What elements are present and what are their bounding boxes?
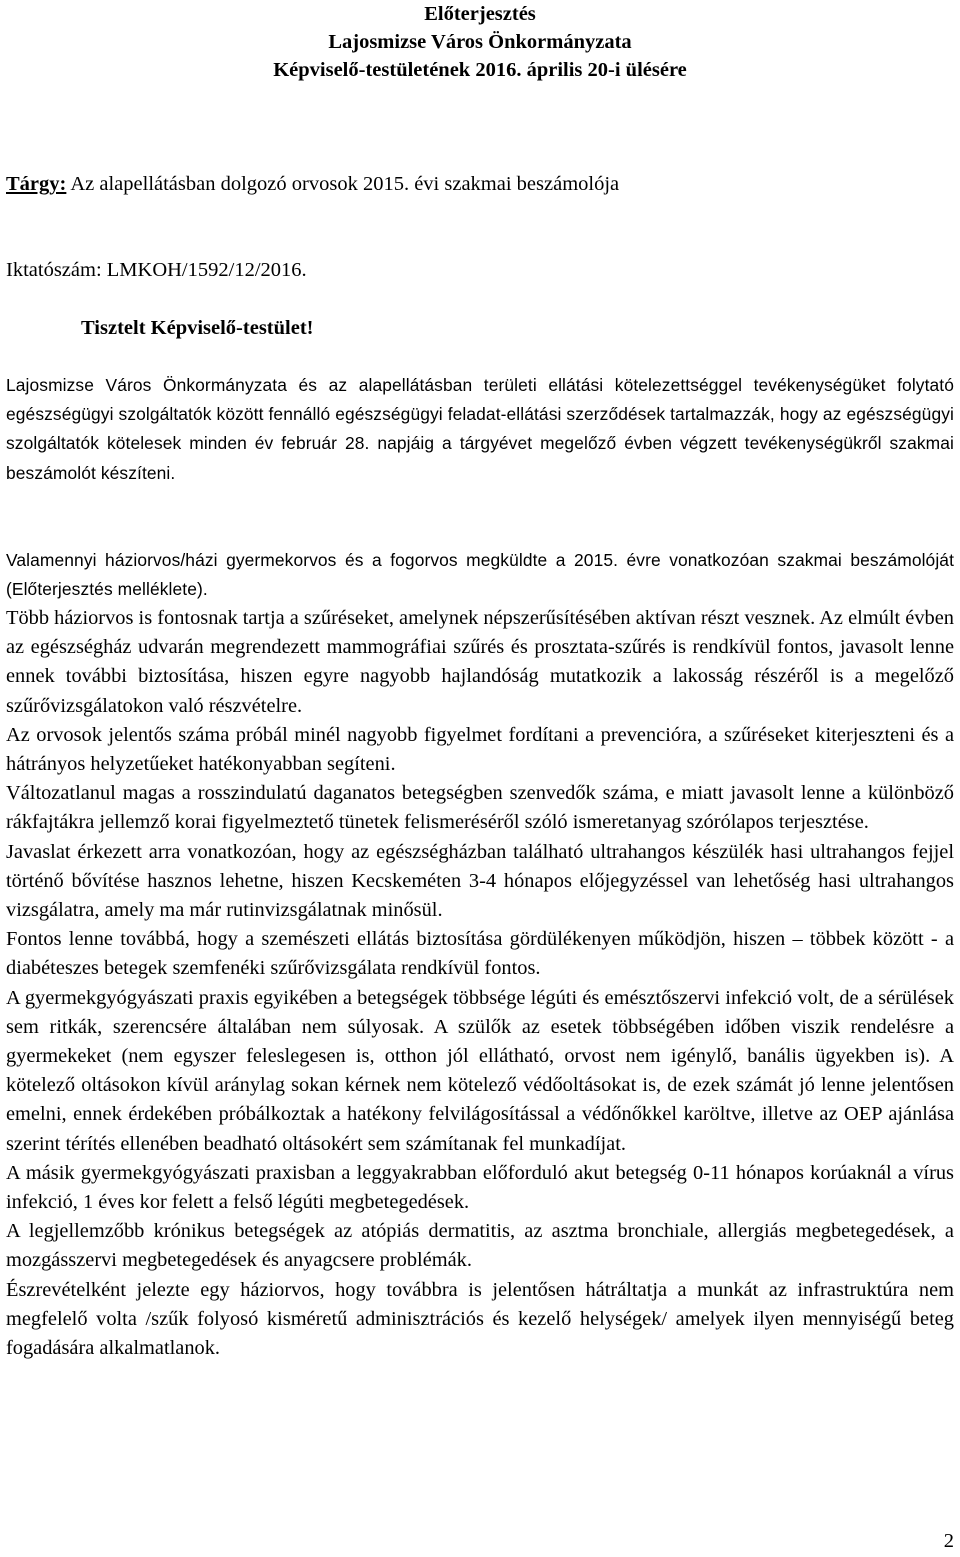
paragraph-pediatric-2: A másik gyermekgyógyászati praxisban a leggyakrabban előforduló akut betegség 0-11 hónapos korúaknál a vírus infekció, 1 éves kor felett a felső légúti megbetegedések.: [6, 1161, 954, 1214]
paragraph-intro: Lajosmizse Város Önkormányzata és az alapellátásban területi ellátási kötelezettséggel tevékenységüket folytató egészségügyi szolgáltatók között fennálló egészségügyi feladat-ellátási szerződések tartalmazzák, hogy az egészségügyi szolgáltatók kötelesek minden év február 28. napjáig a tárgyévet megelőző évben végzett tevékenységükről szakmai beszámolót készíteni.: [6, 375, 954, 483]
paragraph-cancer: Változatlanul magas a rosszindulatú daganatos betegségben szenvedők száma, e miatt javasolt lenne a különböző rákfajtákra jellemző korai figyelmeztető tünetek felismeréséről szóló ismeretanyag szórólapos terjesztése.: [6, 782, 954, 834]
body-text: [6, 604, 954, 1363]
header-title: Előterjesztés: [424, 3, 536, 25]
salutation: Tisztelt Képviselő-testület!: [81, 317, 314, 339]
header-meeting: Képviselő-testületének 2016. április 20-i ülésére: [273, 59, 687, 81]
file-number: Iktatószám: LMKOH/1592/12/2016.: [6, 259, 307, 281]
page-number: 2: [943, 1530, 954, 1552]
paragraph-eye-care: Fontos lenne továbbá, hogy a szemészeti ellátás biztosítása gördülékenyen működjön, hiszen – többek között - a diabéteszes betegek szemfenéki szűrővizsgálata rendkívül fontos.: [6, 928, 954, 980]
paragraph-screening: Több háziorvos is fontosnak tartja a szűréseket, amelynek népszerűsítésében aktívan részt vesznek. Az elmúlt évben az egészségház udvarán megrendezett mammográfiai szűrés és prosztata-szűrés is rendkívül fontos, javasolt lenne ennek további biztosítása, hiszen egyre nagyobb hajlandóság mutatkozik a lakosság részéről is a megelőző szűrővizsgálatokon való részvételre.: [6, 607, 954, 717]
subject-label: Tárgy:: [6, 173, 67, 195]
paragraph-prevention: Az orvosok jelentős száma próbál minél nagyobb figyelmet fordítani a prevencióra, a szűréseket kiterjeszteni és a hátrányos helyzetűeket hatékonyabban segíteni.: [6, 723, 954, 776]
subject-text: Az alapellátásban dolgozó orvosok 2015. évi szakmai beszámolója: [66, 173, 620, 195]
paragraph-reports: Valamennyi háziorvos/házi gyermekorvos és a fogorvos megküldte a 2015. évre vonatkozóan szakmai beszámolóját (Előterjesztés melléklete).: [6, 550, 954, 600]
paragraph-infrastructure: Észrevételként jelezte egy háziorvos, hogy továbbra is jelentősen hátráltatja a munkát az infrastruktúra nem megfelelő volta /szűk folyosó kisméretű adminisztrációs és kezelő helységek/ amelyek ilyen mennyiségű beteg fogadására alkalmatlanok.: [6, 1278, 954, 1360]
subject-line: [6, 170, 619, 199]
header-municipality: Lajosmizse Város Önkormányzata: [328, 31, 632, 53]
paragraph-ultrasound: Javaslat érkezett arra vonatkozóan, hogy az egészségházban található ultrahangos készülék hasi ultrahangos fejjel történő bővítése hasznos lehetne, hiszen Kecskeméten 3-4 hónapos előjegyzéssel van lehetőség hasi ultrahangos vizsgálatra, amely ma már rutinvizsgálatnak minősül.: [6, 840, 954, 922]
document-page: [6, 0, 954, 1360]
document-header: [6, 0, 954, 84]
paragraph-pediatric-1: A gyermekgyógyászati praxis egyikében a betegségek többsége légúti és emésztőszervi infekció volt, de a sérülések sem ritkák, szerencsére általában nem súlyosak. A szülők az esetek többségében időben viszik rendelésre a gyermekeket (nem egyszer feleslegesen is, otthon jól ellátható, orvost nem igénylő, banális ügyekben is). A kötelező oltásokon kívül aránylag sokan kérnek nem kötelező védőoltásokat is, de ezek számát jó lenne jelentősen emelni, ennek érdekében próbálkoztak a hatékony felvilágosítással a védőnőkkel karöltve, illetve az OEP ajánlása szerint térítés ellenében beadható oltásokért sem számítanak fel munkadíjat.: [6, 986, 954, 1155]
paragraph-chronic: A legjellemzőbb krónikus betegségek az atópiás dermatitis, az asztma bronchiale, allergiás megbetegedések, a mozgásszervi megbetegedések és anyagcsere problémák.: [6, 1220, 954, 1272]
